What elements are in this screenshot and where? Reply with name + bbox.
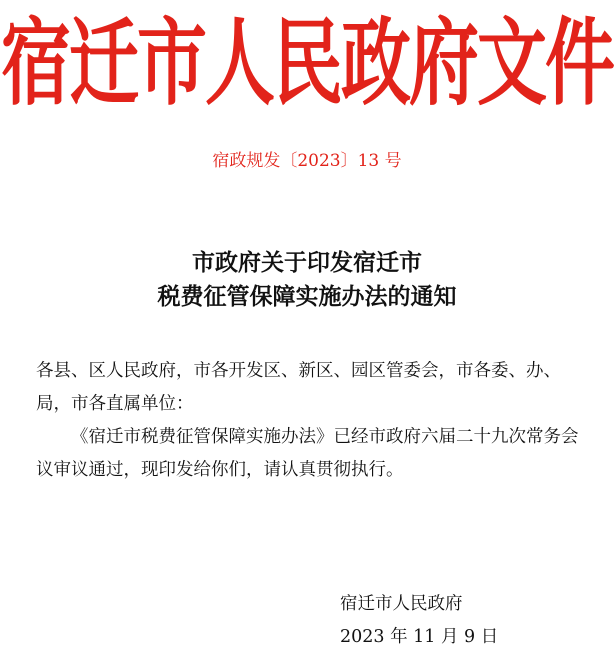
notice-title-line-1: 市政府关于印发宿迁市 [192, 249, 422, 276]
document-number: 宿政规发〔2023〕13 号 [212, 151, 402, 171]
notice-title [0, 246, 614, 314]
addressee-paragraph: 各县、区人民政府，市各开发区、新区、园区管委会，市各委、办、局，市各直属单位： [36, 361, 561, 414]
document-masthead: 宿迁市人民政府文件 [1, 6, 613, 119]
content-paragraph: 《宿迁市税费征管保障实施办法》已经市政府六届二十九次常务会议审议通过，现印发给你们，请认真贯彻执行。 [36, 427, 579, 480]
notice-body [36, 355, 581, 487]
issue-date: 2023 年 11 月 9 日 [340, 627, 499, 647]
notice-title-line-2: 税费征管保障实施办法的通知 [157, 283, 457, 310]
issuer-name: 宿迁市人民政府 [340, 594, 463, 614]
